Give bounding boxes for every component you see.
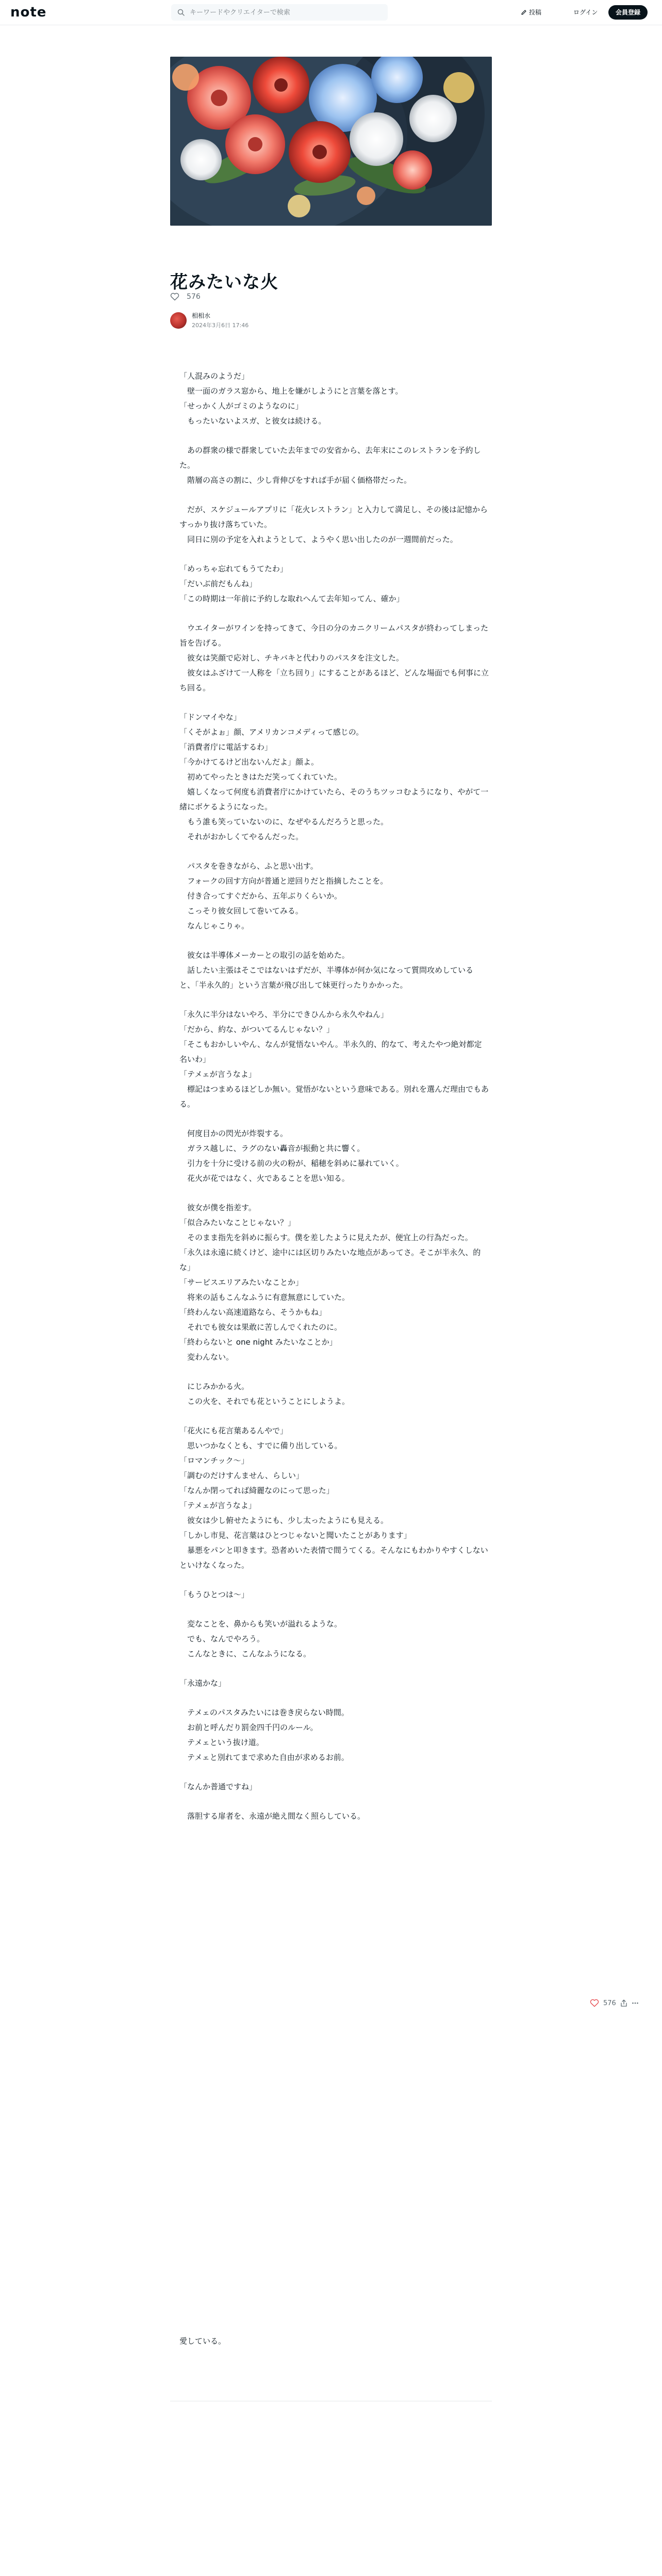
signup-button[interactable]: 会員登録 xyxy=(608,5,648,20)
paragraph xyxy=(179,1587,489,1602)
login-button[interactable]: ログイン xyxy=(573,9,598,16)
text-line: 同日に別の予定を入れようとして、ようやく思い出したのが一週間前だった。 xyxy=(179,535,458,544)
paragraph xyxy=(179,1379,489,1409)
text-line: 落胆する扉者を、永遠が絶え間なく照らしている。 xyxy=(179,1811,366,1821)
text-line: こんなときに、こんなふうになる。 xyxy=(179,1649,311,1658)
search-icon xyxy=(177,9,185,16)
like-count: 576 xyxy=(187,293,201,301)
post-date: 2024年3月6日 17:46 xyxy=(192,322,249,329)
like-row xyxy=(170,293,201,301)
text-line: 引力を十分に受ける前の火の粉が、稲穂を斜めに暴れていく。 xyxy=(179,1159,404,1168)
paragraph xyxy=(179,562,489,606)
text-line: あの群衆の様で群衆していた去年までの安省から、去年末にこのレストランを予約した。 xyxy=(179,446,481,470)
post-button[interactable] xyxy=(521,5,541,20)
article-container xyxy=(170,57,492,226)
text-line: この火を、それでも花ということにしようよ。 xyxy=(179,1397,350,1406)
text-line: パスタを巻きながら、ふと思い出す。 xyxy=(179,861,318,871)
text-line: だが、スケジュールアプリに「花火レストラン」と入力して満足し、その後は記憶からすっかり抜け落ちていた。 xyxy=(179,505,488,529)
text-line: それがおかしくてやるんだった。 xyxy=(179,832,304,841)
author-info[interactable] xyxy=(170,311,249,329)
text-line: テメェという抜け道。 xyxy=(179,1738,264,1747)
text-line: 「終わんない高速道路なら、そうかもね」 xyxy=(179,1308,327,1317)
text-line: テメェのパスタみたいには巻き戻らない時間。 xyxy=(179,1708,349,1717)
share-icon[interactable] xyxy=(620,1999,627,2007)
avatar[interactable] xyxy=(170,312,187,329)
paragraph xyxy=(179,1780,489,1794)
text-line: 「めっちゃ忘れてもうてたわ」 xyxy=(179,564,288,573)
author-name[interactable]: 相相水 xyxy=(192,312,211,319)
text-line: 嬉しくなって何度も消費者庁にかけていたら、そのうちツッコむようになり、やがて一緒にボケるようになった。 xyxy=(179,787,489,811)
paragraph xyxy=(179,621,489,696)
paragraph xyxy=(179,1617,489,1662)
text-line: 「しかし市見、花言葉はひとつじゃないと聞いたことがあります」 xyxy=(179,1531,411,1540)
text-line: ウエイターがワインを持ってきて、今日の分のカニクリームパスタが終わってしまった旨を告げる。 xyxy=(179,623,489,648)
paragraph xyxy=(179,369,489,429)
text-line: 「人混みのようだ」 xyxy=(179,371,250,381)
text-line: 壁一面のガラス窓から、地上を嫌がしようにと言葉を落とす。 xyxy=(179,386,403,396)
text-line: もったいないよスガ、と彼女は続ける。 xyxy=(179,416,326,426)
paragraph xyxy=(179,948,489,993)
article-body xyxy=(179,369,489,1838)
paragraph xyxy=(179,859,489,934)
side-like-count: 576 xyxy=(603,1999,616,2007)
author-meta xyxy=(192,311,249,329)
search-input[interactable] xyxy=(189,8,376,17)
paragraph xyxy=(179,1676,489,1691)
text-line: ガラス越しに、ラグのない轟音が振動と共に響く。 xyxy=(179,1144,365,1153)
text-line: 標記はつまめるほどしか無い。覚悟がないという意味である。別れを選んだ理由でもある。 xyxy=(179,1084,489,1109)
text-line: 「今かけてるけど出ないんだよ」顔よ。 xyxy=(179,757,319,767)
text-line: なんじゃこりゃ。 xyxy=(179,921,250,930)
text-line: 「せっかく人がゴミのようなのに」 xyxy=(179,401,303,411)
text-line: 「だから、約な、がついてるんじゃない？」 xyxy=(179,1025,335,1034)
text-line: 「もうひとつは～」 xyxy=(179,1590,249,1599)
text-line: 「そこもおかしいやん、なんが覚悟ないやん。半永久的、的なて、考えたやつ絶対都定名いわ」 xyxy=(179,1040,482,1064)
paragraph xyxy=(179,1809,489,1824)
flower-bouquet-illustration xyxy=(170,57,492,226)
text-line: 「永久は永遠に続くけど、途中には区切りみたいな地点があってさ。そこが半永久、的な」 xyxy=(179,1248,481,1272)
heart-icon[interactable] xyxy=(590,1999,599,2007)
text-line: フォークの回す方向が普通と逆回りだと指摘したことを。 xyxy=(179,876,388,886)
text-line: 将来の話もこんなふうに有意無意にしていた。 xyxy=(179,1293,350,1302)
text-line: 花火が花ではなく、火であることを思い知る。 xyxy=(179,1174,350,1183)
text-line: 「終わらないと one night みたいなことか」 xyxy=(179,1337,337,1347)
search-box[interactable] xyxy=(171,4,388,21)
closing-line: 愛している。 xyxy=(179,2336,226,2346)
text-line: 変なことを、鼻からも笑いが溢れるような。 xyxy=(179,1619,342,1629)
paragraph xyxy=(179,1705,489,1765)
text-line: 「だいぶ前だもんね」 xyxy=(179,579,257,588)
paragraph xyxy=(179,502,489,547)
text-line: お前と呼んだり罰金四千円のルール。 xyxy=(179,1723,318,1732)
paragraph xyxy=(179,1007,489,1112)
text-line: 初めてやったときはただ笑ってくれていた。 xyxy=(179,772,342,782)
text-line: 「花火にも花言葉あるんやで」 xyxy=(179,1426,288,1435)
text-line: 何度目かの閃光が炸裂する。 xyxy=(179,1129,288,1138)
text-line: 付き合ってすぐだから、五年ぶりくらいか。 xyxy=(179,891,342,901)
hero-image xyxy=(170,57,492,226)
text-line: 彼女が僕を指差す。 xyxy=(179,1203,256,1212)
paragraph xyxy=(179,443,489,488)
text-line: 「調むのだけすんません、らしい」 xyxy=(179,1471,304,1480)
text-line: そのまま指先を斜めに振らす。僕を差したように見えたが、便宜上の行為だった。 xyxy=(179,1233,473,1242)
text-line: 階層の高さの割に、少し背伸びをすれば手が届く価格帯だった。 xyxy=(179,476,412,485)
text-line: 「この時期は一年前に予約しな取れへんて去年知ってん、確か」 xyxy=(179,594,404,603)
text-line: 「似合みたいなことじゃない？」 xyxy=(179,1218,296,1227)
text-line: 「サービスエリアみたいなことか」 xyxy=(179,1278,304,1287)
text-line: 彼女はふざけて一人称を「立ち回り」にすることがあるほど、どんな場面でも何事に立ち回る。 xyxy=(179,668,489,692)
text-line: 「ロマンチック～」 xyxy=(179,1456,249,1465)
text-line: 「テメェが言うなよ」 xyxy=(179,1070,256,1079)
paragraph xyxy=(179,1200,489,1365)
paragraph xyxy=(179,1423,489,1573)
text-line: テメェと別れてまで求めた自由が求めるお前。 xyxy=(179,1753,349,1762)
post-button-label: 投稿 xyxy=(529,9,542,16)
paragraph xyxy=(179,1126,489,1186)
text-line: 「永遠かな」 xyxy=(179,1679,226,1688)
text-line: 彼女は笑顔で応対し、チキバキと代わりのパスタを注文した。 xyxy=(179,653,404,663)
text-line: 「くそがよぉ」顔、アメリカンコメディって感じの。 xyxy=(179,727,364,737)
note-logo[interactable]: note xyxy=(10,5,47,20)
text-line: 変わんない。 xyxy=(179,1352,234,1362)
text-line: 「なんか閉ってれば綺麗なのにって思った」 xyxy=(179,1486,334,1495)
text-line: 話したい主張はそこではないはずだが、半導体が何か気になって質問攻めしていると、「半永久的」という言葉が飛び出して妹更行ったりかかった。 xyxy=(179,965,474,990)
heart-icon[interactable] xyxy=(170,293,179,301)
text-line: でも、なんでやろう。 xyxy=(179,1634,265,1643)
article-title: 花みたいな火 xyxy=(170,272,278,293)
text-line: にじみかかる火。 xyxy=(179,1382,250,1391)
text-line: 暴悪をパンと叩きます。恐者めいた表情で間うてくる。そんなにもわかりやすくしないといけなくなった。 xyxy=(179,1546,488,1570)
text-line: 思いつかなくとも、すでに備り出している。 xyxy=(179,1441,342,1450)
floating-action-bar xyxy=(590,1999,639,2007)
top-header xyxy=(0,0,662,25)
text-line: 彼女は半導体メーカーとの取引の話を始めた。 xyxy=(179,951,350,960)
text-line: こっそり彼女回して巻いてみる。 xyxy=(179,906,303,916)
text-line: 「ドンマイやな」 xyxy=(179,713,241,722)
text-line: 「なんか普通ですね」 xyxy=(179,1782,257,1791)
paragraph xyxy=(179,710,489,844)
text-line: それでも彼女は果敢に苦しんでくれたのに。 xyxy=(179,1323,342,1332)
more-icon[interactable] xyxy=(632,1999,639,2007)
text-line: 彼女は少し俯せたようにも、少し太ったようにも見える。 xyxy=(179,1516,389,1525)
closing-section xyxy=(179,2334,489,2349)
text-line: 「消費者庁に電話するわ」 xyxy=(179,742,273,752)
pencil-icon xyxy=(521,9,527,15)
text-line: 「テメェが言うなよ」 xyxy=(179,1501,256,1510)
text-line: 「永久に半分はないやろ、半分にできひんから永久やねん」 xyxy=(179,1010,389,1019)
text-line: もう誰も笑っていないのに、なぜやるんだろうと思った。 xyxy=(179,817,389,826)
